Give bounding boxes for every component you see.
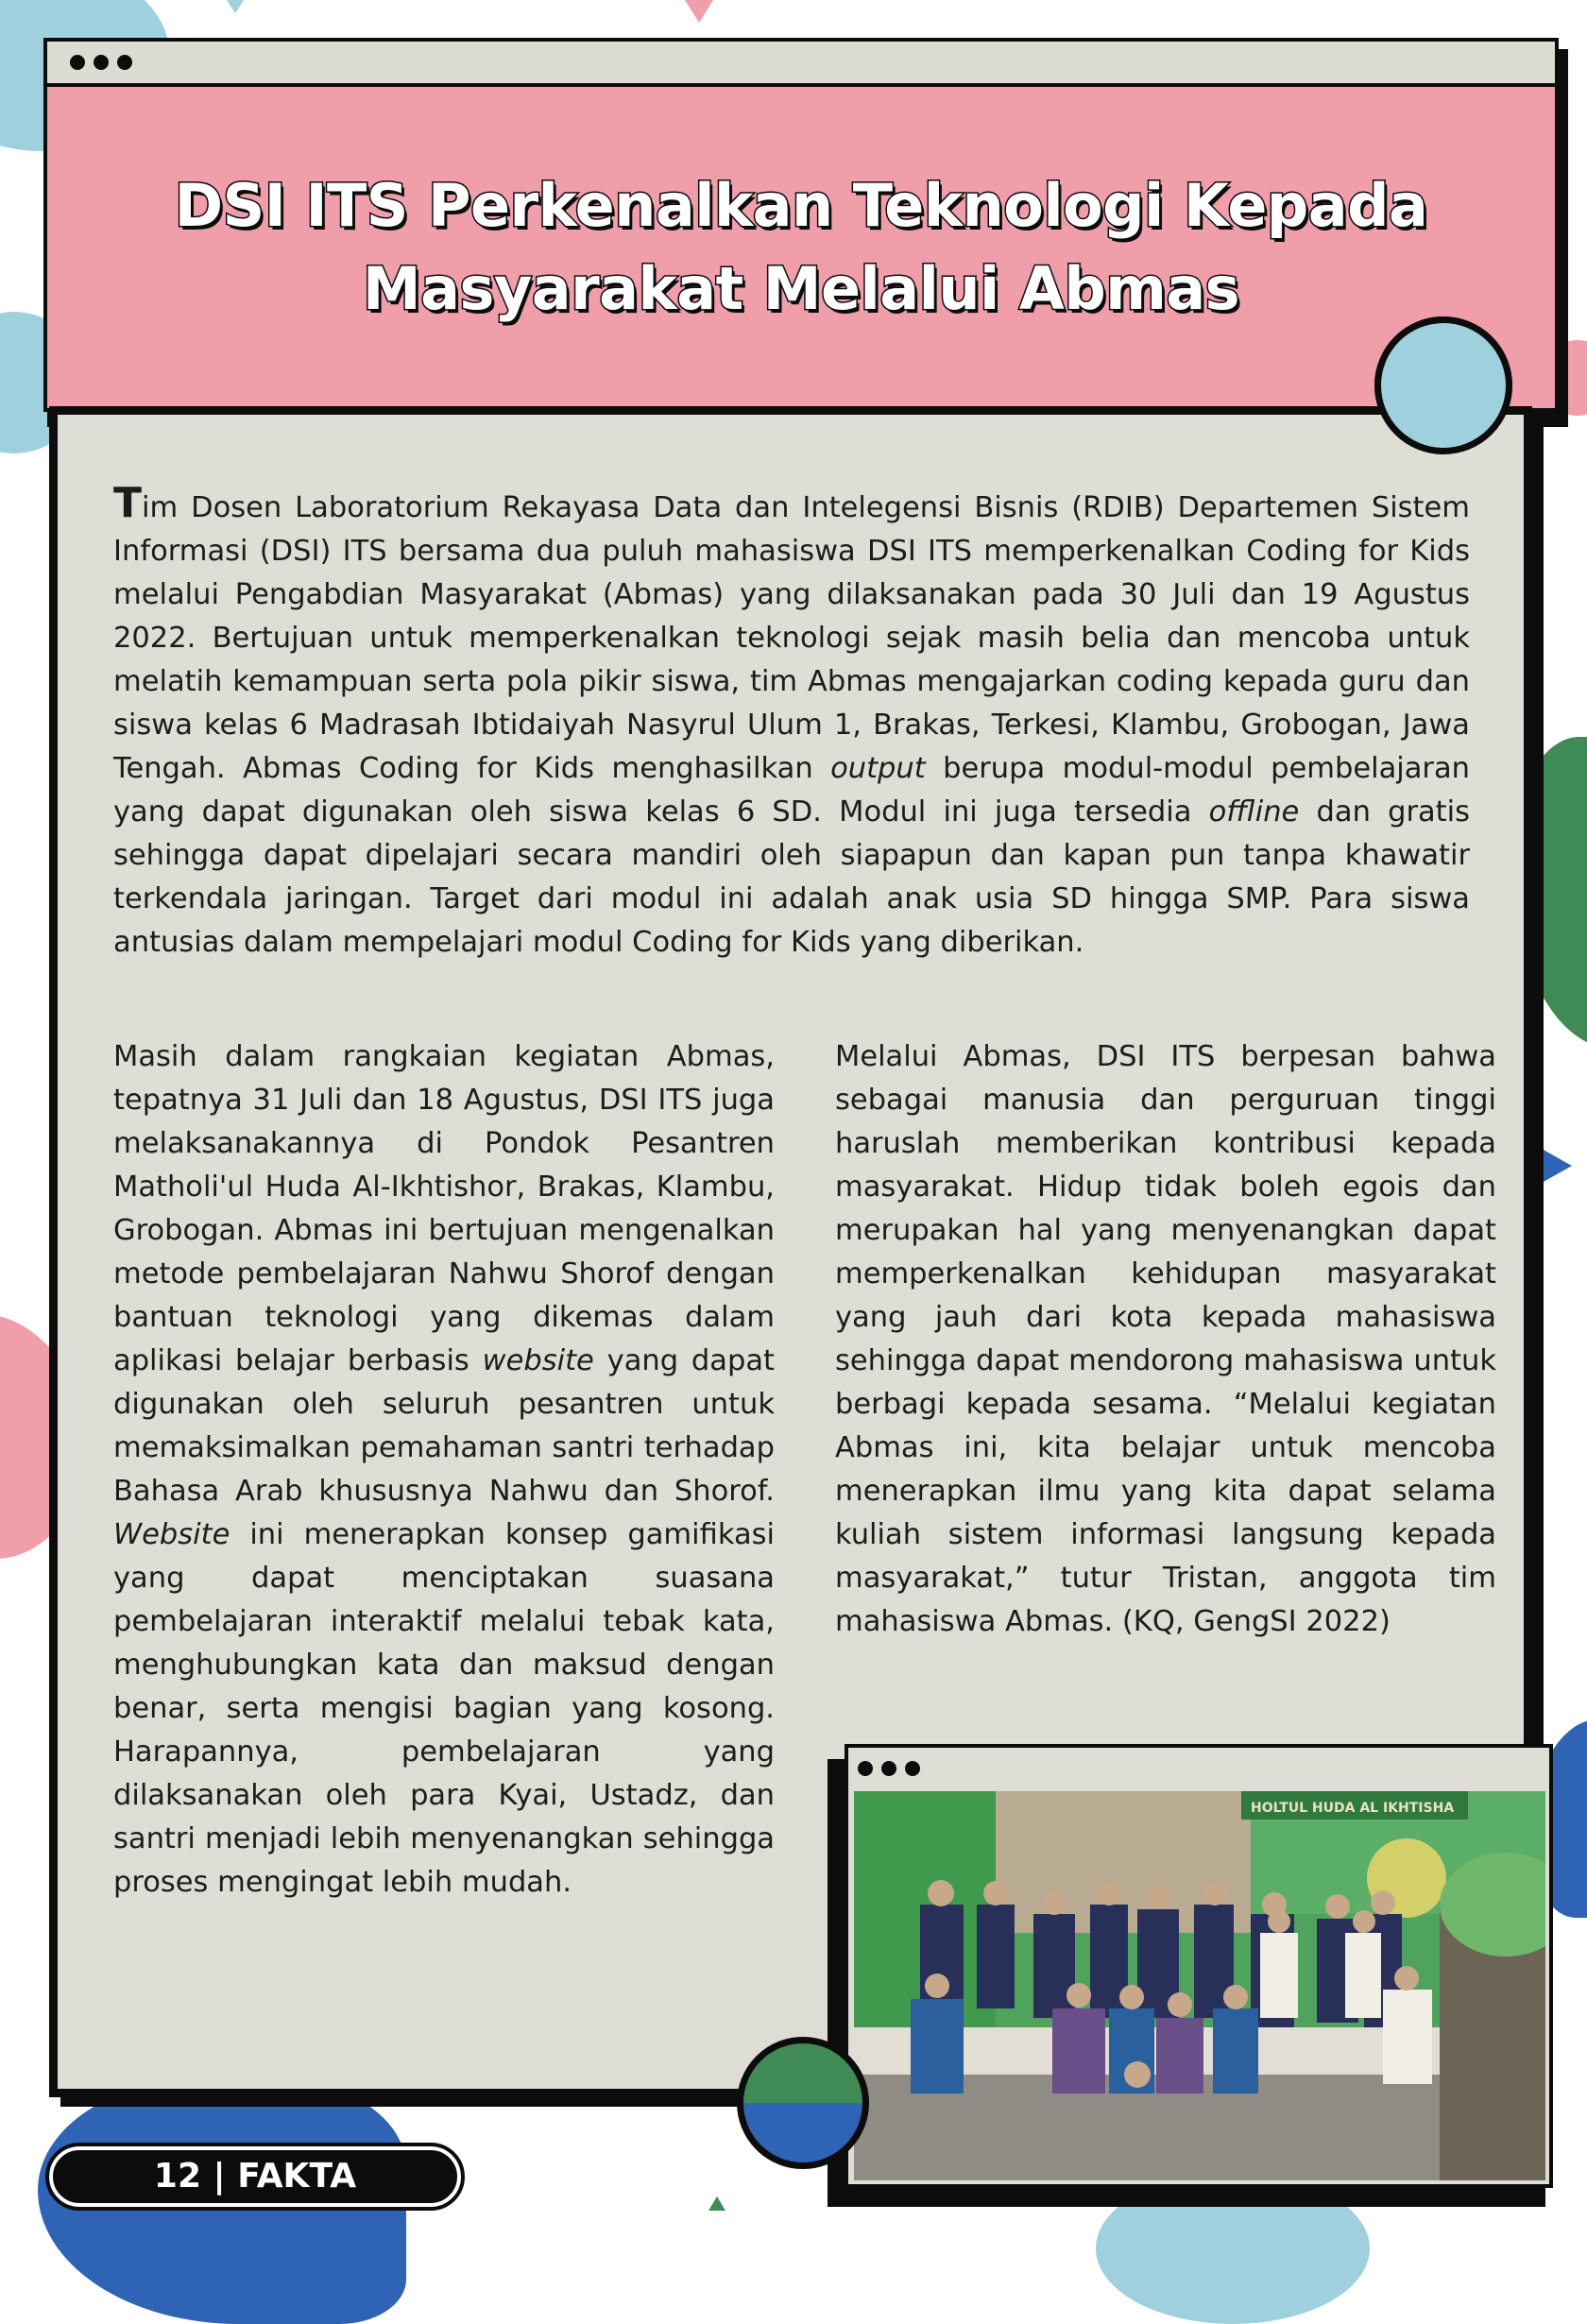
- group-photo-illustration: [854, 1791, 1545, 2180]
- group-photo: [854, 1791, 1545, 2180]
- page-title: DSI ITS Perkenalkan Teknologi Kepada Masyarakat Melalui Abmas: [174, 171, 1428, 323]
- decor-triangle-blue: [227, 0, 244, 13]
- building-sign: HOLTUL HUDA AL IKHTISHA: [1251, 1801, 1455, 1816]
- photo-window: [845, 1744, 1553, 2188]
- decor-triangle-blue-right: [1542, 1149, 1572, 1183]
- decor-circle-blue-title-front: [1374, 316, 1512, 454]
- title-banner: [47, 83, 1555, 408]
- intro-paragraph: Tim Dosen Laboratorium Rekayasa Data dan Intelegensi Bisnis (RDIB) Departemen Sistem Informasi (DSI) ITS bersama dua puluh mahasiswa DSI ITS memperkenalkan Coding for Kids melalui Pengabdian Masyarakat (Abmas) yang dilaksanakan pada 30 Juli dan 19 Agustus 2022. Bertujuan untuk memperkenalkan teknologi sejak masih belia dan mencoba untuk melatih kemampuan serta pola pikir siswa, tim Abmas mengajarkan coding kepada guru dan siswa kelas 6 Madrasah Ibtidaiyah Nasyrul Ulum 1, Brakas, Terkesi, Klambu, Grobogan, Jawa Tengah. Abmas Coding for Kids menghasilkan output berupa modul-modul pembelajaran yang dapat digunakan oleh siswa kelas 6 SD. Modul ini juga tersedia offline dan gratis sehingga dapat dipelajari secara mandiri oleh siapapun dan kapan pun tanpa khawatir terkendala jaringan. Target dari modul ini adalah anak usia SD hingga SMP. Para siswa antusias dalam mempelajari modul Coding for Kids yang diberikan.: [113, 479, 1470, 959]
- decor-triangle-pink: [685, 0, 713, 23]
- dropcap: T: [113, 479, 143, 527]
- right-column-paragraph: Melalui Abmas, DSI ITS berpesan bahwa sebagai manusia dan perguruan tinggi haruslah memberikan kontribusi kepada masyarakat. Hidup tidak boleh egois dan merupakan hal yang menyenangkan dapat memperkenalkan kehidupan masyarakat yang jauh dari kota kepada mahasiswa sehingga dapat mendorong mahasiswa untuk berbagi kepada sesama. “Melalui kegiatan Abmas ini, kita belajar untuk mencoba menerapkan ilmu yang kita dapat selama kuliah sistem informasi langsung kepada masyarakat,” tutur Tristan, anggota tim mahasiswa Abmas. (KQ, GengSI 2022): [835, 1040, 1496, 1638]
- page-number-label: 12 | FAKTA: [49, 2146, 461, 2207]
- window-dots-icon: [858, 1761, 920, 1776]
- decor-triangle-green: [708, 2196, 725, 2211]
- title-window: [43, 38, 1559, 412]
- left-column-paragraph: Masih dalam rangkaian kegiatan Abmas, tepatnya 31 Juli dan 18 Agustus, DSI ITS juga melaksanakannya di Pondok Pesantren Matholi'ul Huda Al-Ikhtishor, Brakas, Klambu, Grobogan. Abmas ini bertujuan mengenalkan metode pembelajaran Nahwu Shorof dengan bantuan teknologi yang dikemas dalam aplikasi belajar berbasis website yang dapat digunakan oleh seluruh pesantren untuk memaksimalkan pemahaman santri terhadap Bahasa Arab khususnya Nahwu dan Shorof. Website ini menerapkan konsep gamifikasi yang dapat menciptakan suasana pembelajaran interaktif melalui tebak kata, menghubungkan kata dan maksud dengan benar, serta mengisi bagian yang kosong. Harapannya, pembelajaran yang dilaksanakan oleh para Kyai, Ustadz, dan santri menjadi lebih menyenangkan sehingga proses mengingat lebih mudah.: [113, 1040, 775, 1899]
- decor-circle-green-blue: [737, 2037, 869, 2169]
- title-window-bar: [47, 42, 1555, 83]
- window-dots-icon: [70, 55, 132, 70]
